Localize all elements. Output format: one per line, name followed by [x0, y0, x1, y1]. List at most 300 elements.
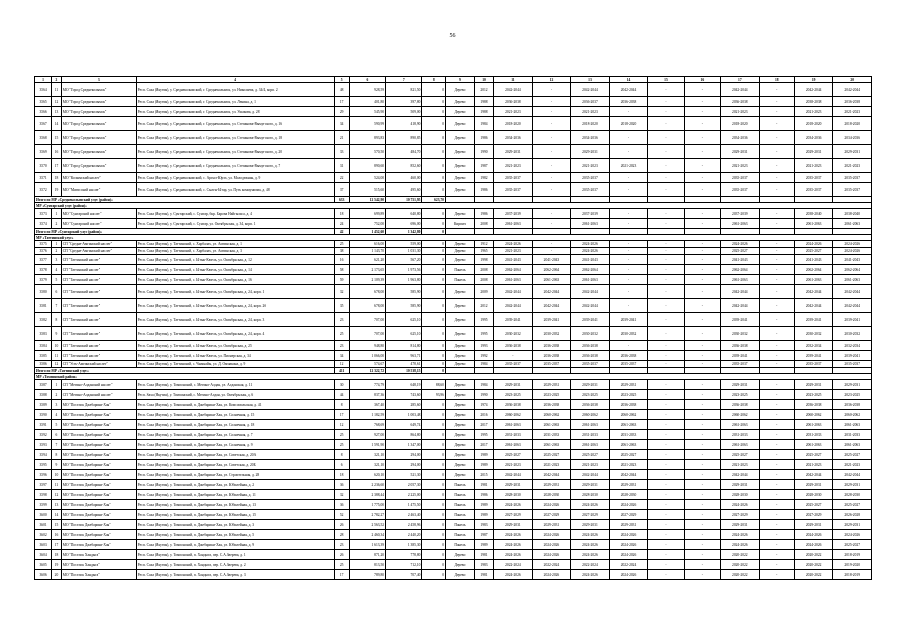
table-cell: - [759, 219, 794, 229]
table-cell: МО "Сунтарский наслег" [61, 209, 136, 219]
table-cell: 3597 [35, 480, 52, 490]
table-cell: 2025-2027 [721, 248, 760, 255]
table-cell: 1984 [474, 361, 493, 368]
table-cell: 1 963,80 [386, 275, 422, 285]
table-cell: 0 [422, 500, 446, 510]
table-cell: 2019-2020 [833, 560, 872, 570]
table-cell: - [759, 440, 794, 450]
table-cell: 625,10 [386, 313, 422, 327]
table-cell: - [684, 430, 720, 440]
table-cell: - [759, 520, 794, 530]
table-cell: 58 [334, 265, 349, 275]
table-cell: - [609, 131, 648, 145]
table-cell: 22 [334, 173, 349, 183]
table-cell: Респ. Саха (Якутия), у. Среднеколымский, с. Аргыл-Юрэх, ул. Молодежная, д. 9 [136, 173, 334, 183]
table-cell: 2026-2028 [833, 510, 872, 520]
table-cell: - [684, 570, 720, 580]
table-cell: 9 [52, 460, 62, 470]
table-cell: 559,00 [386, 241, 422, 248]
table-cell: 2034-2036 [794, 131, 833, 145]
table-cell: - [684, 380, 720, 390]
table-cell: 15 [52, 520, 62, 530]
total-cell: 0 [422, 368, 446, 374]
table-cell: 2034-2036 [494, 131, 533, 145]
table-cell: - [759, 341, 794, 351]
table-row [35, 410, 872, 420]
table-cell: 2 057,30 [386, 480, 422, 490]
table-cell: 0 [422, 560, 446, 570]
table-cell: СП "Таттинский наслег" [61, 351, 136, 361]
table-cell: 2 109,39 [349, 275, 385, 285]
table-cell: 2036-2038 [721, 341, 760, 351]
table-cell: 17 [52, 540, 62, 550]
table-cell: 2018-2020 [721, 117, 760, 131]
table-cell: МО "Город Среднеколымск" [61, 97, 136, 107]
table-cell: 2061-2063 [794, 219, 833, 229]
table-cell: - [684, 550, 720, 560]
table-cell: 0 [422, 209, 446, 219]
table-cell: 0 [422, 219, 446, 229]
table-cell: Дерево [445, 173, 474, 183]
table-cell: 2038-2040 [833, 209, 872, 219]
table-cell: 2036-2038 [609, 97, 648, 107]
table-cell: 10 [52, 470, 62, 480]
table-cell: 2030-2032 [833, 327, 872, 341]
table-cell: 6 [52, 285, 62, 299]
table-cell: 26 [334, 520, 349, 530]
table-cell: 44 [334, 390, 349, 400]
table-cell: - [684, 510, 720, 520]
table-cell: 9 [52, 327, 62, 341]
table-cell: 2061-2063 [571, 420, 610, 430]
table-cell: 2024-2026 [833, 248, 872, 255]
table-cell: 2021-2023 [609, 460, 648, 470]
table-cell: Респ. Саха (Якутия), у. Таттинский, с. Ытык-Кюель, ул. Октябрьская, д. 24, корп. 3 [136, 313, 334, 327]
table-cell: Дерево [445, 299, 474, 313]
table-cell: 696,00 [386, 219, 422, 229]
table-cell: - [648, 570, 684, 580]
table-cell: МО "Город Среднеколымск" [61, 107, 136, 117]
table-cell: - [648, 560, 684, 570]
table-cell: Дерево [445, 107, 474, 117]
table-cell: - [684, 255, 720, 265]
table-cell: Дерево [445, 560, 474, 570]
table-cell: 0 [422, 351, 446, 361]
total-cell: 623,70 [422, 197, 446, 203]
table-cell: - [759, 117, 794, 131]
table-cell: 8 [334, 450, 349, 460]
table-cell: Дерево [445, 183, 474, 197]
table-cell: 2029-2031 [721, 380, 760, 390]
table-cell: 321,10 [349, 460, 385, 470]
table-cell: 1 [52, 241, 62, 248]
table-cell: 19 [52, 183, 62, 197]
table-cell: Дерево [445, 241, 474, 248]
table-cell: - [609, 265, 648, 275]
table-cell: 2022-2024 [532, 560, 571, 570]
table-cell: - [609, 255, 648, 265]
table-cell: 2042-2044 [571, 470, 610, 480]
table-cell: 2041-2043 [494, 255, 533, 265]
table-cell: 2042-2044 [794, 83, 833, 97]
table-cell: - [759, 430, 794, 440]
table-cell: - [684, 361, 720, 368]
table-cell: - [684, 480, 720, 490]
table-cell: 6 [52, 430, 62, 440]
table-cell: 2036-2038 [532, 351, 571, 361]
table-cell: 2061-2063 [609, 420, 648, 430]
table-cell: - [609, 248, 648, 255]
table-cell: 0 [422, 420, 446, 430]
table-cell: 2039-2041 [794, 313, 833, 327]
table-cell: 707,00 [349, 327, 385, 341]
table-cell: 2037-2039 [494, 209, 533, 219]
table-cell: 2042-2044 [532, 470, 571, 480]
table-cell: 789,80 [349, 570, 385, 580]
table-cell: Респ. Саха (Якутия), у. Таттинский, с. Харбалах, ул. Амгинская, д. 1 [136, 241, 334, 248]
table-cell: 2018-2019 [833, 550, 872, 560]
table-cell: 648,19 [386, 380, 422, 390]
table-row [35, 241, 872, 248]
table-cell: 2029-2031 [721, 480, 760, 490]
table-row [35, 470, 872, 480]
table-cell: 2031-2033 [494, 430, 533, 440]
table-cell: 2039-2041 [794, 351, 833, 361]
table-cell: 2024-2026 [833, 241, 872, 248]
table-cell: - [684, 299, 720, 313]
table-cell: 2024-2026 [532, 530, 571, 540]
table-cell: 1984 [474, 380, 493, 390]
total-label: Итого по МР «Таттинский улус» [35, 368, 335, 374]
table-cell: 2027-2029 [571, 510, 610, 520]
table-cell: 2030-2032 [721, 327, 760, 341]
table-cell: 2036-2038 [494, 400, 533, 410]
table-cell: 1987 [474, 159, 493, 173]
table-cell: 1 [52, 380, 62, 390]
table-cell: Респ. Саха (Якутия), у. Таттинский, с. Ытык-Кюель, ул. Октябрьская, д. 24, корп. 2б [136, 299, 334, 313]
table-cell: 2035-2037 [794, 361, 833, 368]
table-cell: 16 [334, 255, 349, 265]
table-cell: 2042-2044 [532, 299, 571, 313]
table-cell: Дерево [445, 361, 474, 368]
table-cell: 418,90 [386, 117, 422, 131]
table-cell: 2035-2037 [794, 173, 833, 183]
table-cell: - [532, 241, 571, 248]
table-cell: - [532, 107, 571, 117]
table-cell: 0 [422, 341, 446, 351]
table-cell: 2042-2044 [494, 299, 533, 313]
table-row [35, 313, 872, 327]
table-cell: 26 [334, 550, 349, 560]
table-cell: Респ. Саха (Якутия), у. Томпонский, п. Джебарики-Хая, ул. Советская, д. 20А [136, 450, 334, 460]
table-cell: Панель [445, 520, 474, 530]
table-cell: 814,80 [386, 341, 422, 351]
table-cell: 2061-2063 [494, 275, 533, 285]
table-cell: 2020-2022 [794, 560, 833, 570]
table-cell: 2036-2038 [721, 97, 760, 107]
table-cell: 12 [334, 361, 349, 368]
table-cell: 2023-2025 [833, 390, 872, 400]
table-cell: 712,10 [386, 560, 422, 570]
table-cell: - [648, 209, 684, 219]
table-cell: 2039-2041 [833, 351, 872, 361]
table-cell: - [684, 327, 720, 341]
table-cell: МО "Город Среднеколымск" [61, 83, 136, 97]
table-cell: - [759, 209, 794, 219]
table-cell: 2031-2033 [794, 430, 833, 440]
table-cell: - [684, 97, 720, 107]
table-cell: МО "Поселок Джебарики-Хая" [61, 510, 136, 520]
table-cell: 0 [422, 440, 446, 450]
table-cell: 2030-2032 [532, 327, 571, 341]
table-cell: - [648, 83, 684, 97]
table-cell: Респ. Саха (Якутия), у. Таттинский, с. Ытык-Кюель, ул. Октябрьская, д. 24, корп. 4 [136, 327, 334, 341]
table-cell: 17 [52, 159, 62, 173]
table-cell: 1981 [474, 570, 493, 580]
table-cell: 2020-2022 [721, 570, 760, 580]
table-cell: - [759, 400, 794, 410]
table-cell: 2062-2064 [571, 265, 610, 275]
table-cell: 2035-2037 [494, 183, 533, 197]
table-cell: 2025-2027 [571, 450, 610, 460]
table-cell: 3575 [35, 241, 52, 248]
header-cell: 8 [422, 77, 446, 83]
table-cell: 1989 [474, 540, 493, 550]
table-cell: Респ. Саха (Якутия), у. Таттинский, с. Ытык-Кюель, ул. Октябрьская, д. 12 [136, 255, 334, 265]
table-cell: 2061-2063 [833, 440, 872, 450]
table-cell: 2041-2043 [833, 255, 872, 265]
table-cell: 678,00 [349, 285, 385, 299]
table-cell: 5 [52, 275, 62, 285]
table-row [35, 480, 872, 490]
table-cell: 32 [334, 285, 349, 299]
table-cell: 1 066,00 [349, 351, 385, 361]
table-cell: 2036-2038 [833, 97, 872, 107]
table-cell: 2025-2027 [609, 450, 648, 460]
table-cell: - [684, 145, 720, 159]
table-cell: 2020-2022 [794, 550, 833, 560]
table-cell: 2027-2029 [721, 510, 760, 520]
table-cell: Респ. Саха (Якутия), у. Томпонский, п. Джебарики-Хая, ул. Комсомольская, д. 41 [136, 400, 334, 410]
table-cell: 1986 [474, 131, 493, 145]
table-cell: 2042-2044 [721, 470, 760, 480]
table-cell: 3580 [35, 285, 52, 299]
table-cell: 3 [52, 255, 62, 265]
table-row [35, 285, 872, 299]
table-cell: Респ. Саха (Якутия), у. Таттинский, с. Чымнайы, ул. Д. Оммакона, д. 9 [136, 361, 334, 368]
table-cell: Респ. Саха (Якутия), у. Среднеколымский, г. Среднеколымск, ул. Степанова-Вымугского, д. 16 [136, 117, 334, 131]
table-cell: СП "Мегино-Алданский наслег" [61, 380, 136, 390]
table-cell: Респ. Саха (Якутия), у. Томпонский, п. Джебарики-Хая, ул. Солнечная, д. 15 [136, 410, 334, 420]
table-cell: Респ. Саха (Якутия), у. Среднеколымский, г. Среднеколымск, ул. Степанова-Вымугского, д. 7 [136, 159, 334, 173]
table-cell: 3577 [35, 255, 52, 265]
table-row [35, 341, 872, 351]
table-cell: Дерево [445, 248, 474, 255]
table-cell: 0 [422, 117, 446, 131]
table-cell: 2042-2044 [833, 83, 872, 97]
table-cell: - [684, 420, 720, 430]
table-row [35, 299, 872, 313]
table-cell: Респ. Саха (Якутия), у. Томпонский, п. Джебарики-Хая, ул. Юбилейная, д. 11 [136, 490, 334, 500]
table-cell: 0 [422, 570, 446, 580]
table-cell: 813,50 [349, 560, 385, 570]
table-cell: МО "Город Среднеколымск" [61, 159, 136, 173]
table-cell: 2031-2033 [532, 430, 571, 440]
table-cell: 17 [334, 97, 349, 107]
header-cell: 12 [532, 77, 571, 83]
table-cell: - [648, 241, 684, 248]
table-row [35, 117, 872, 131]
table-cell: - [684, 131, 720, 145]
table-cell: 2 236,60 [349, 480, 385, 490]
table-row [35, 490, 872, 500]
table-cell: - [609, 173, 648, 183]
table-cell: 1990 [474, 390, 493, 400]
table-cell: - [532, 183, 571, 197]
table-cell: 3603 [35, 540, 52, 550]
table-cell: 0 [422, 430, 446, 440]
table-cell: 1986 [474, 490, 493, 500]
table-cell: Кирпич [445, 219, 474, 229]
table-cell: 2024-2026 [609, 530, 648, 540]
page-number: 56 [449, 33, 456, 39]
table-cell: 2025-2027 [833, 540, 872, 550]
table-cell: 2021-2023 [494, 460, 533, 470]
table-cell: 4 [52, 265, 62, 275]
table-cell: 0 [422, 173, 446, 183]
table-cell: 1912 [474, 241, 493, 248]
total-cell: 12 322,72 [349, 368, 385, 374]
table-cell: 2029-2031 [833, 380, 872, 390]
table-cell: 0 [422, 255, 446, 265]
table-cell: 2035-2037 [609, 361, 648, 368]
table-cell: 2029-2031 [494, 145, 533, 159]
table-cell: 2024-2026 [494, 540, 533, 550]
table-cell: 1992 [474, 351, 493, 361]
table-cell: 23 [334, 341, 349, 351]
table-cell: 2008 [474, 219, 493, 229]
table-cell: Дерево [445, 550, 474, 560]
table-cell: Дерево [445, 117, 474, 131]
table-cell: СП "Таттинский наслег" [61, 341, 136, 351]
table-cell: 0 [422, 540, 446, 550]
table-cell: 18 [52, 550, 62, 560]
table-cell: 649,74 [386, 420, 422, 430]
table-cell: 2061-2063 [532, 420, 571, 430]
table-cell: 2 782,27 [349, 510, 385, 520]
header-cell: 10 [474, 77, 493, 83]
table-cell: - [759, 560, 794, 570]
total-label: Итого по МР «Среднеколымский улус (район)» [35, 197, 335, 203]
table-cell: 37 [334, 183, 349, 197]
table-cell: - [648, 420, 684, 430]
table-cell: 2027-2029 [609, 510, 648, 520]
table-cell: СП "Таттинский наслег" [61, 313, 136, 327]
header-cell: 9 [445, 77, 474, 83]
table-cell: 2035-2037 [721, 183, 760, 197]
table-cell: Панель [445, 530, 474, 540]
table-cell: 3600 [35, 510, 52, 520]
table-cell: 3570 [35, 159, 52, 173]
table-cell: 1965 [474, 248, 493, 255]
table-cell: 2039-2041 [721, 313, 760, 327]
table-cell: 2041-2043 [571, 255, 610, 265]
table-cell: СП "Таттинский наслег" [61, 299, 136, 313]
table-cell: - [759, 299, 794, 313]
table-cell: 2025-2027 [721, 450, 760, 460]
table-cell: 3564 [35, 83, 52, 97]
table-cell: 2012 [474, 83, 493, 97]
table-cell: 2031-2033 [571, 430, 610, 440]
table-cell: 2029-2031 [721, 520, 760, 530]
table-cell: - [684, 83, 720, 97]
table-cell: 2036-2038 [532, 400, 571, 410]
table-cell: 31 [334, 159, 349, 173]
table-cell: - [532, 159, 571, 173]
table-cell: 38 [334, 248, 349, 255]
table-cell: Респ. Саха (Якутия), у. Томпонский, п. Джебарики-Хая, ул. Солнечная, д. 7 [136, 430, 334, 440]
table-cell: МО "Поселок Джебарики-Хая" [61, 530, 136, 540]
table-cell: 2061-2063 [833, 275, 872, 285]
table-cell: 2035-2037 [494, 173, 533, 183]
table-cell: 2022-2024 [571, 560, 610, 570]
table-cell: 2036-2038 [721, 400, 760, 410]
table-cell: 25 [334, 327, 349, 341]
table-cell: 2015 [474, 470, 493, 480]
table-cell: 1983 [474, 560, 493, 570]
table-cell: 2036-2038 [571, 400, 610, 410]
table-cell: 2035-2037 [794, 183, 833, 197]
table-cell: - [648, 173, 684, 183]
table-cell: 2 563,52 [349, 520, 385, 530]
table-cell: 52 [334, 510, 349, 520]
table-cell: 2035-2037 [721, 173, 760, 183]
table-cell: Панель [445, 490, 474, 500]
table-cell: 34 [334, 117, 349, 131]
total-cell: 10 538,15 [386, 368, 422, 374]
table-cell: 1 347,00 [386, 440, 422, 450]
table-cell: 1988 [474, 97, 493, 107]
table-cell: 3576 [35, 248, 52, 255]
table-cell: Респ. Саха (Якутия), у. Томпонский, п. Хандыга, пер. С.А.Зверева, д. 2 [136, 560, 334, 570]
table-row [35, 248, 872, 255]
table-cell: 2031-2033 [721, 430, 760, 440]
table-cell: 707,00 [349, 313, 385, 327]
table-cell: СП "Таттинский наслег" [61, 275, 136, 285]
table-cell: 0 [422, 265, 446, 275]
table-cell: 18 [334, 209, 349, 219]
table-cell: 29 [334, 107, 349, 117]
table-cell: - [532, 97, 571, 107]
table-cell: 2024-2026 [571, 540, 610, 550]
table-cell: - [684, 209, 720, 219]
table-cell: - [759, 173, 794, 183]
table-cell: 3 [52, 400, 62, 410]
table-cell: - [759, 327, 794, 341]
table-cell: 0 [422, 313, 446, 327]
table-cell: 2039-2041 [571, 313, 610, 327]
table-cell: - [684, 285, 720, 299]
table-cell: 2 463,40 [386, 510, 422, 520]
table-cell: 515,60 [349, 183, 385, 197]
table-cell: 16 [52, 530, 62, 540]
table-cell: 15 [52, 131, 62, 145]
table-cell: 2041-2043 [794, 255, 833, 265]
table-cell: 3569 [35, 145, 52, 159]
table-cell: 11 [52, 83, 62, 97]
table-row [35, 420, 872, 430]
table-cell: - [648, 440, 684, 450]
